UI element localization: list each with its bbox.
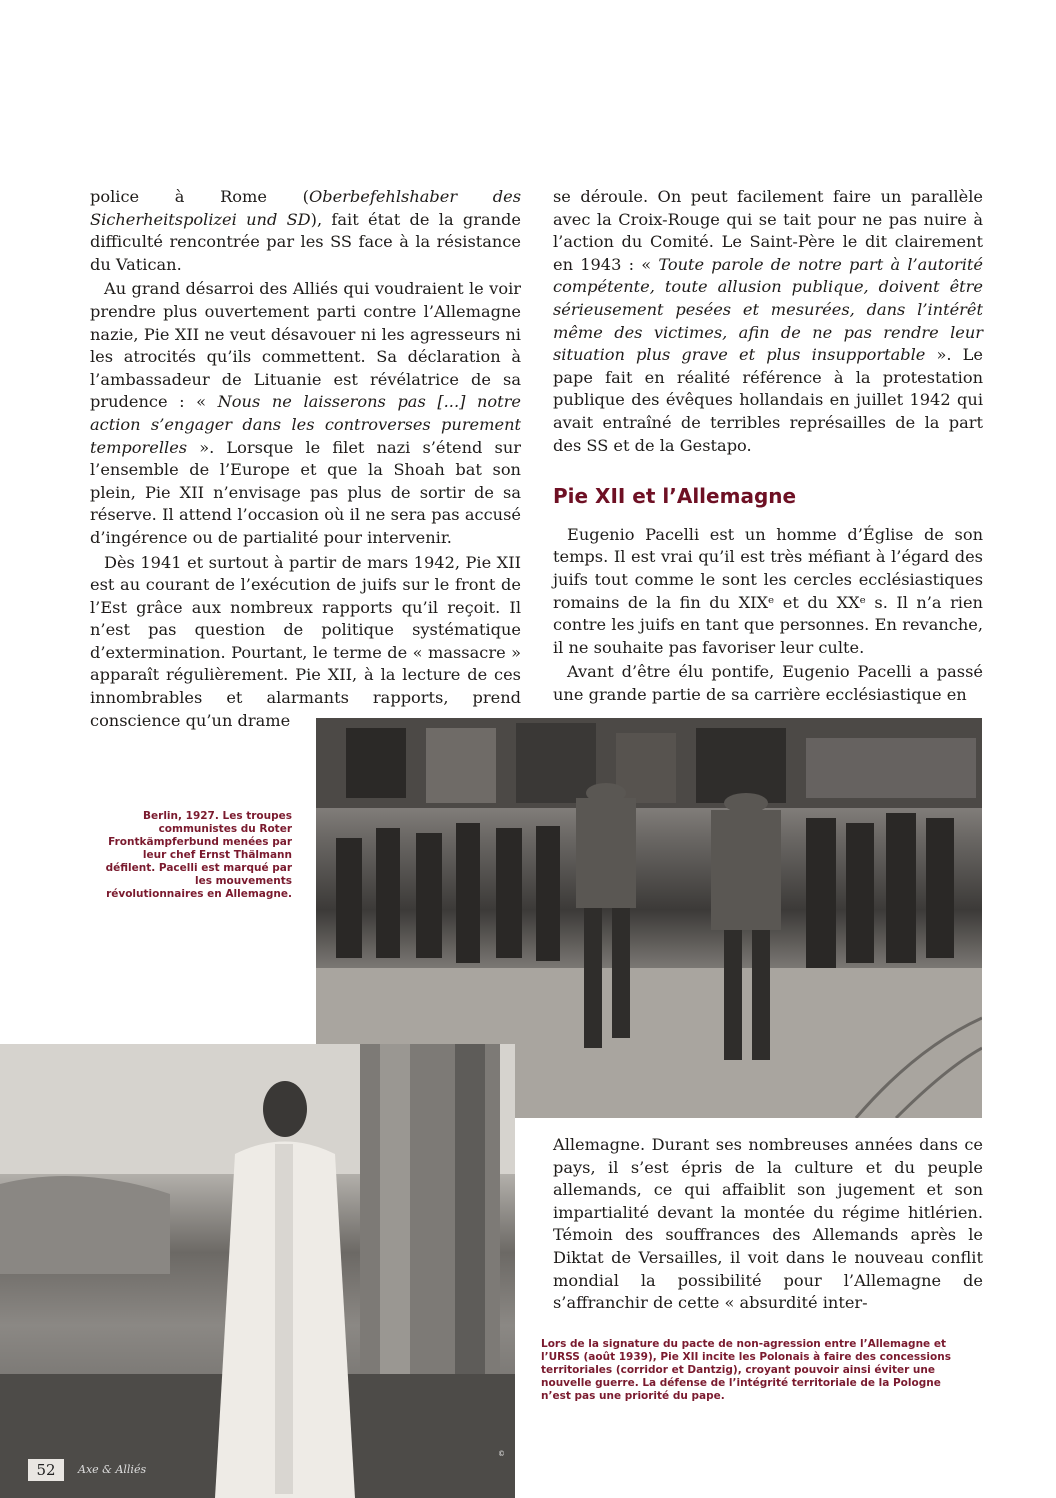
page-runner: Axe & Alliés (78, 1463, 147, 1476)
page-number: 52 (28, 1459, 64, 1481)
pope-portrait-illustration (0, 1044, 515, 1498)
caption-pact-1939: Lors de la signature du pacte de non-agression entre l’Allemagne et l’URSS (août 1939), Pie XII incite les Polonais à faire des concessions territoriales (corridor et Dantzig), croyant pouvoir ainsi éviter une nouvelle guerre. La défense de l’intégrité territoriale de la Pologne n’est pas une priorité du pape. (541, 1338, 951, 1402)
right-paragraph-3: Avant d’être élu pontife, Eugenio Pacelli a passé une grande partie de sa carrière ecclésiastique en (553, 662, 983, 704)
right-column-top (553, 186, 983, 706)
left-paragraph-2: Au grand désarroi des Alliés qui voudraient le voir prendre plus ouvertement parti contre l’Allemagne nazie, Pie XII ne veut désavouer ni les agresseurs ni les atrocités qu’ils commettent. Sa déclaration à l’ambassadeur de Lituanie est révélatrice de sa prudence : « Nous ne laisserons pas [...] notre action s’engager dans les controverses purement temporelles ». Lorsque le filet nazi s’étend sur l’ensemble de l’Europe et que la Shoah bat son plein, Pie XII n’envisage pas plus de sortir de sa réserve. Il attend l’occasion où il ne sera pas accusé d’ingérence ou de partialité pour intervenir. (90, 279, 521, 547)
section-heading: Pie XII et l’Allemagne (553, 484, 797, 509)
left-column (90, 186, 521, 732)
caption-berlin-1927: Berlin, 1927. Les troupes communistes du Roter Frontkämpferbund menées par leur chef Ernst Thälmann défilent. Pacelli est marqué par les mouvements révolutionnaires en Allemagne. (105, 810, 292, 900)
right-paragraph-1: se déroule. On peut facilement faire un parallèle avec la Croix-Rouge qui se tait pour ne pas nuire à l’action du Comité. Le Saint-Père le dit clairement en 1943 : « Toute parole de notre part à l’autorité compétente, toute allusion publique, doivent être sérieusement pesées et mesurées, dans l’intérêt même des victimes, afin de ne pas rendre leur situation plus grave et plus insupportable ». Le pape fait en réalité référence à la protestation publique des évêques hollandais en juillet 1942 qui avait entraîné de terribles représailles de la part des SS et de la Gestapo. (553, 187, 984, 455)
left-paragraph-3: Dès 1941 et surtout à partir de mars 1942, Pie XII est au courant de l’exécution de juifs sur le front de l’Est grâce aux nombreux rapports qu’il reçoit. Il n’est pas question de politique systématique d’extermination. Pourtant, le terme de « massacre » apparaît régulièrement. Pie XII, à la lecture de ces innombrables et alarmants rapports, prend conscience qu’un drame (90, 552, 521, 730)
right-paragraph-4: Allemagne. Durant ses nombreuses années dans ce pays, il s’est épris de la culture et du peuple allemands, ce qui affaiblit son jugement et son impartialité devant la montée du régime hitlérien. Témoin des souffrances des Allemands après le Diktat de Versailles, il voit dans le nouveau conflit mondial la possibilité pour l’Allemagne de s’affranchir de cette « absurdité inter- (553, 1135, 983, 1313)
right-paragraph-2: Eugenio Pacelli est un homme d’Église de son temps. Il est vrai qu’il est très méfiant à l’égard des juifs tout comme le sont les cercles ecclésiastiques romains de la fin du XIXᵉ et du XXᵉ s. Il n’a rien contre les juifs en tant que personnes. En revanche, il ne souhaite pas favoriser leur culte. (553, 524, 983, 657)
right-column-bottom (553, 1134, 983, 1315)
pope-portrait-photo (0, 1044, 515, 1498)
left-paragraph-1: police à Rome (Oberbefehlshaber des Sicherheitspolizei und SD), fait état de la grande difficulté rencontrée par les SS face à la résistance du Vatican. (90, 187, 522, 274)
photo-credit-mark: © (498, 1450, 505, 1458)
